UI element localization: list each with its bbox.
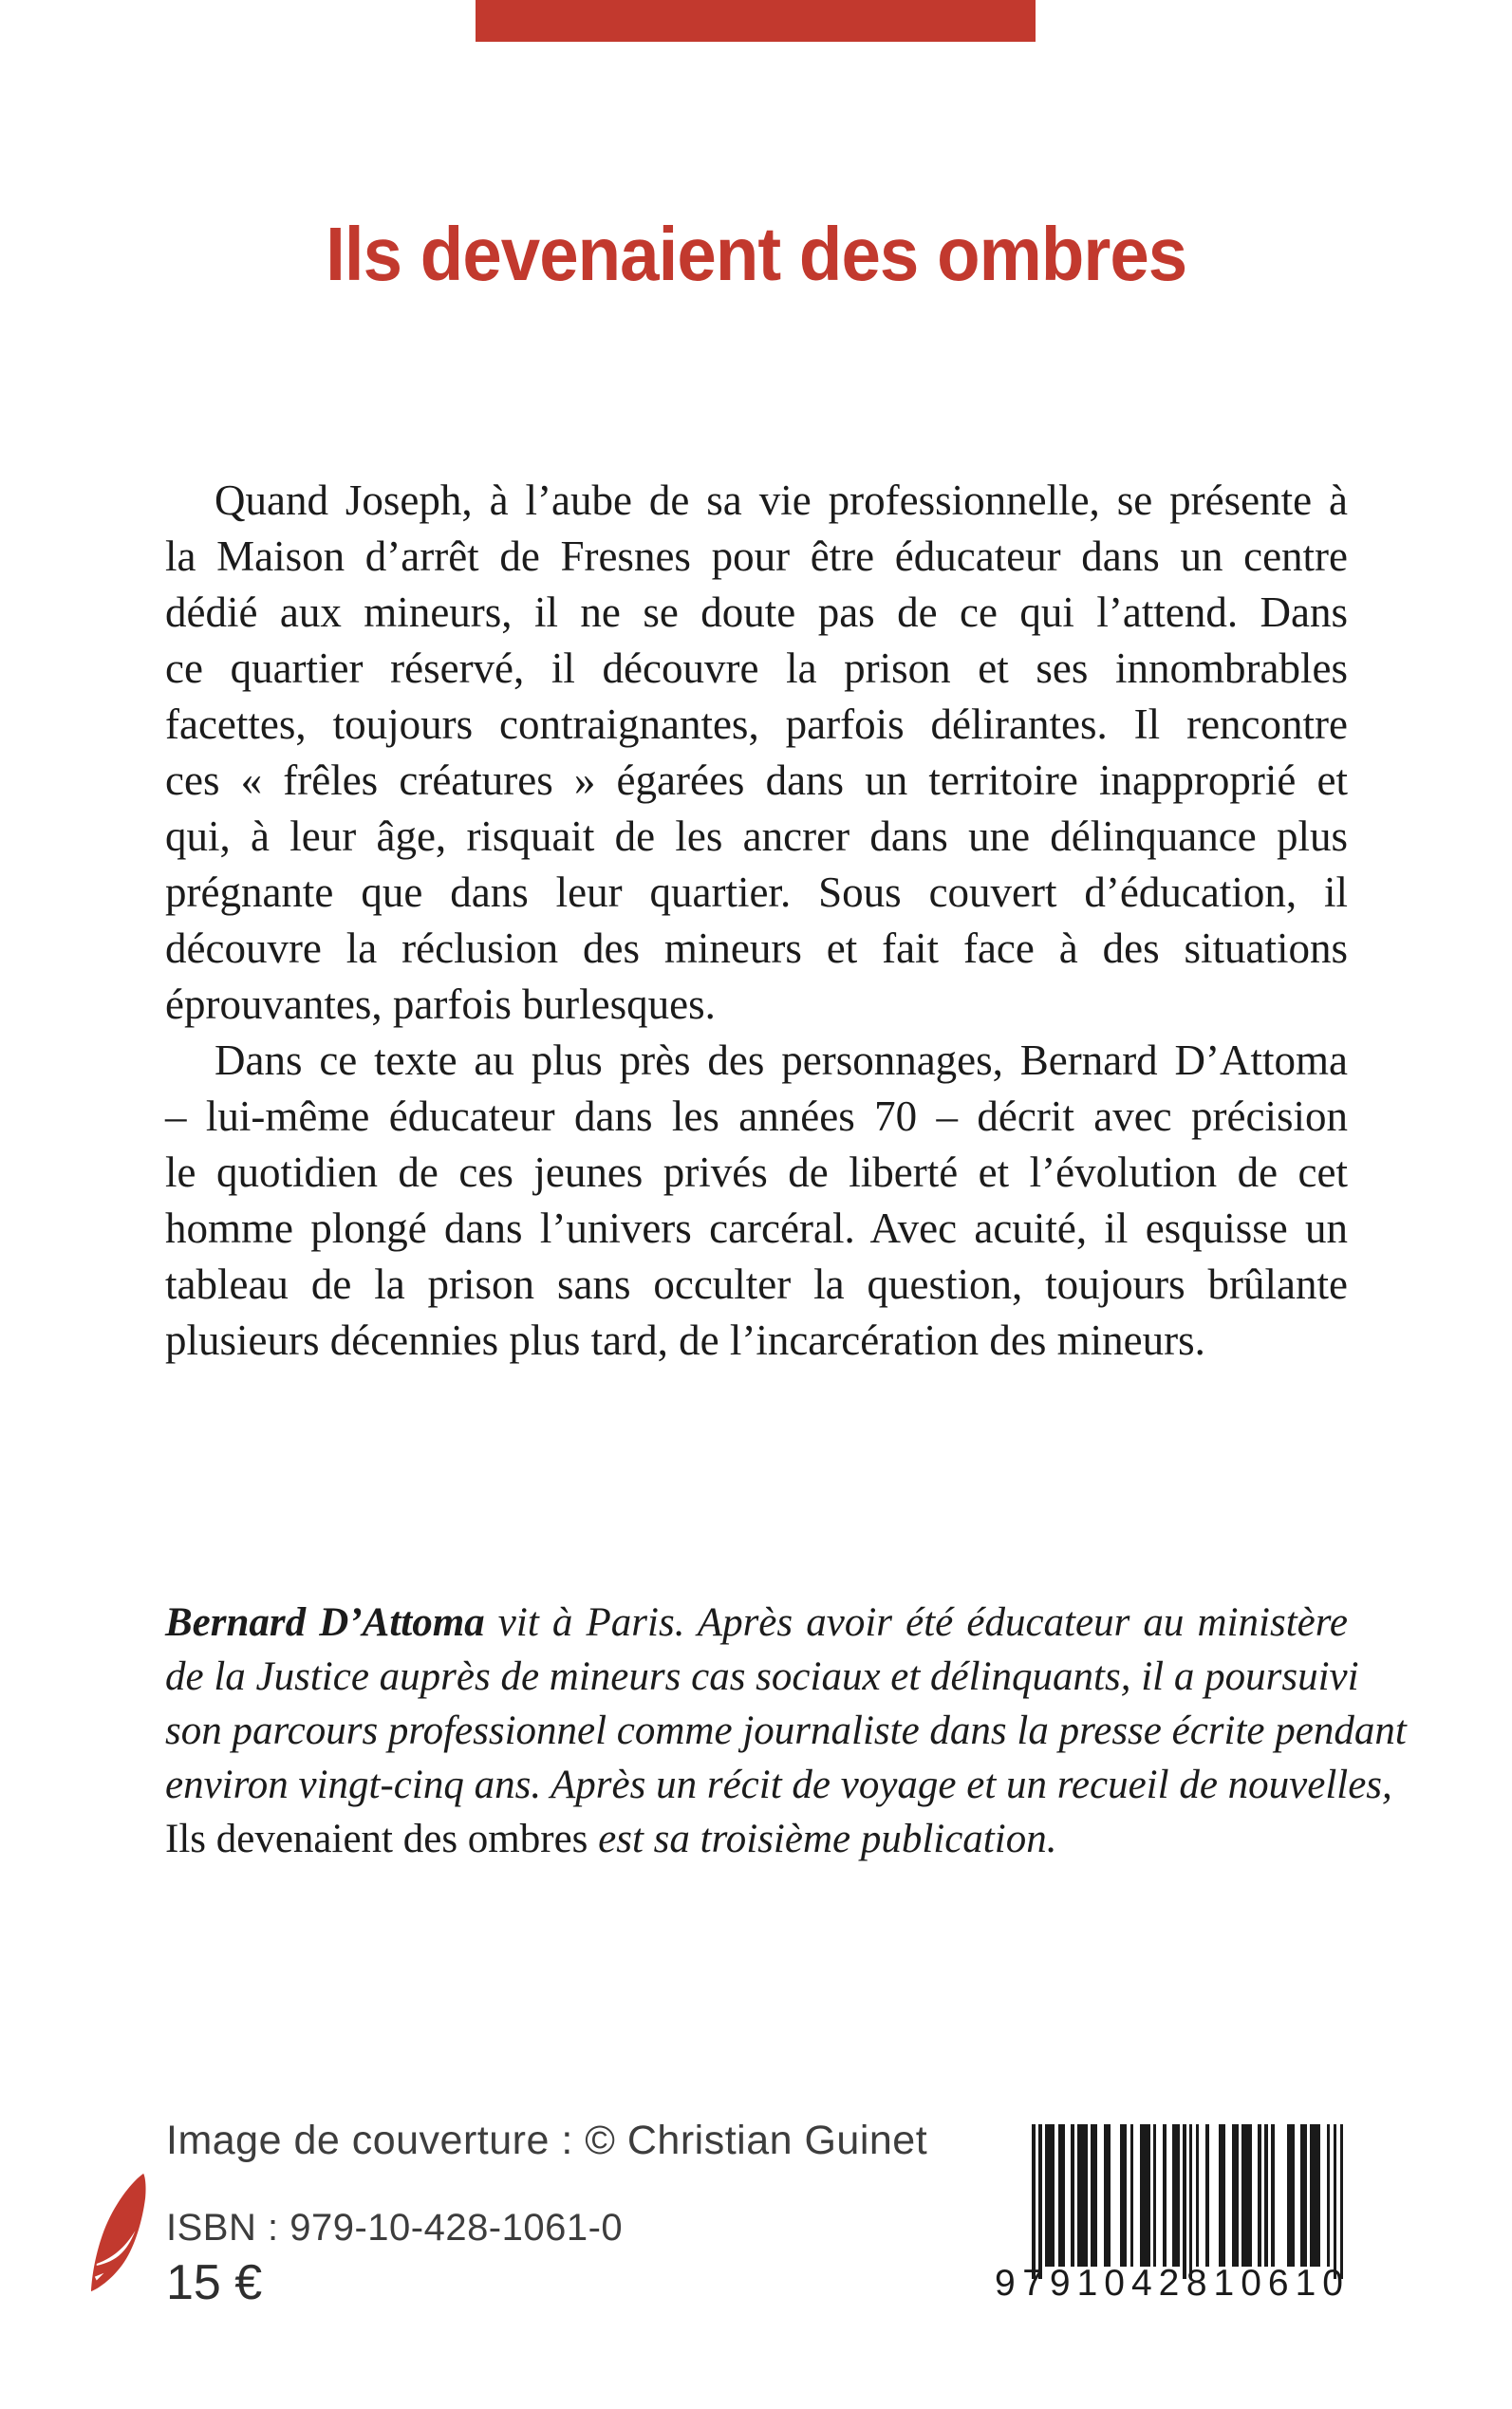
synopsis-line: Quand Joseph, à l’aube de sa vie professionnelle, se présente à	[215, 476, 1348, 524]
synopsis-line: homme plongé dans l’univers carcéral. Avec acuité, il esquisse un	[165, 1204, 1348, 1252]
synopsis-line: ces « frêles créatures » égarées dans un territoire inapproprié et	[165, 756, 1348, 804]
barcode-bar	[1032, 2124, 1036, 2279]
synopsis-line: facettes, toujours contraignantes, parfois délirantes. Il rencontre	[165, 700, 1348, 748]
synopsis-line: le quotidien de ces jeunes privés de liberté et l’évolution de cet	[165, 1148, 1348, 1196]
barcode-bar	[1061, 2124, 1065, 2267]
barcode-bar	[1196, 2124, 1200, 2267]
bio-segment: Ils devenaient des ombres	[165, 1817, 588, 1861]
barcode-bar	[1124, 2124, 1128, 2267]
barcode-bar	[1316, 2124, 1320, 2267]
bio-line	[165, 1596, 1348, 1650]
author-bio	[165, 1596, 1407, 1866]
synopsis-line: éprouvantes, parfois burlesques.	[165, 980, 716, 1028]
barcode-digit-group: 810610	[1185, 2263, 1350, 2304]
synopsis-line: prégnante que dans leur quartier. Sous couvert d’éducation, il	[165, 868, 1348, 916]
barcode-bar	[1222, 2124, 1225, 2267]
barcode-bar	[1130, 2124, 1134, 2267]
title-wrap	[0, 212, 1512, 296]
bio-line	[165, 1812, 1348, 1866]
bio-segment: vit à Paris. Après avoir été éducateur au ministère	[484, 1600, 1348, 1645]
barcode-bar	[1264, 2124, 1268, 2267]
barcode-bar	[1235, 2124, 1239, 2267]
barcode-digit-group: 9	[995, 2263, 1022, 2304]
barcode-bar	[1205, 2124, 1209, 2267]
price: 15 €	[166, 2255, 263, 2310]
synopsis-line: ce quartier réservé, il découvre la prison et ses innombrables	[165, 644, 1348, 692]
barcode-bar	[1163, 2124, 1167, 2267]
synopsis-line: découvre la réclusion des mineurs et fait face à des situations	[165, 924, 1348, 972]
book-title: Ils devenaient des ombres	[325, 212, 1187, 296]
barcode-bar	[1094, 2124, 1098, 2267]
synopsis-line: dédié aux mineurs, il ne se doute pas de ce qui l’attend. Dans	[165, 588, 1348, 636]
synopsis-line: tableau de la prison sans occulter la question, toujours brûlante	[165, 1261, 1348, 1308]
barcode-bar	[1071, 2124, 1074, 2267]
barcode-bar	[1327, 2124, 1331, 2267]
barcode-bar	[1258, 2124, 1261, 2267]
synopsis-line: – lui-même éducateur dans les années 70 – décrit avec précision	[165, 1092, 1348, 1140]
bio-segment: son parcours professionnel comme journaliste dans la presse écrite pendant	[165, 1709, 1407, 1753]
isbn: ISBN : 979-10-428-1061-0	[166, 2207, 624, 2249]
barcode-bar	[1271, 2124, 1275, 2267]
quill-feather-icon	[89, 2174, 150, 2295]
cover-credit: Image de couverture : © Christian Guinet	[166, 2118, 928, 2163]
synopsis-line: la Maison d’arrêt de Fresnes pour être éducateur dans un centre	[165, 532, 1348, 580]
barcode-bar	[1176, 2124, 1180, 2267]
barcode-bar	[1189, 2124, 1193, 2279]
barcode-bar	[1107, 2124, 1111, 2267]
bio-line	[165, 1758, 1392, 1812]
barcode-digit-group: 791042	[1022, 2263, 1186, 2304]
synopsis-line: qui, à leur âge, risquait de les ancrer dans une délinquance plus	[165, 812, 1348, 860]
bio-line	[165, 1650, 1359, 1704]
bio-segment: de la Justice auprès de mineurs cas sociaux et délinquants, il a poursuivi	[165, 1654, 1359, 1699]
bio-segment: environ vingt-cinq ans. Après un récit de voyage et un recueil de nouvelles,	[165, 1763, 1392, 1807]
synopsis-line: plusieurs décennies plus tard, de l’incarcération des mineurs.	[165, 1317, 1205, 1364]
barcode-bar	[1340, 2124, 1344, 2279]
bio-line	[165, 1704, 1407, 1758]
barcode-bar	[1153, 2124, 1157, 2267]
synopsis-line: Dans ce texte au plus près des personnages, Bernard D’Attoma	[215, 1036, 1348, 1084]
barcode-number	[995, 2263, 1350, 2305]
barcode-bar	[1183, 2124, 1186, 2279]
barcode-bar	[1038, 2124, 1042, 2279]
barcode-bar	[1291, 2124, 1295, 2267]
ean13-barcode	[1032, 2124, 1343, 2279]
barcode-bar	[1334, 2124, 1337, 2279]
barcode-bar	[1248, 2124, 1252, 2267]
barcode-bar	[1052, 2124, 1055, 2267]
bio-segment: Bernard D’Attoma	[165, 1600, 485, 1645]
barcode-bar	[1147, 2124, 1150, 2267]
top-red-bar	[476, 0, 1036, 42]
synopsis	[165, 473, 1348, 1369]
barcode-bar	[1084, 2124, 1088, 2267]
barcode-bar	[1304, 2124, 1308, 2267]
bio-segment: est sa troisième publication.	[588, 1817, 1057, 1861]
